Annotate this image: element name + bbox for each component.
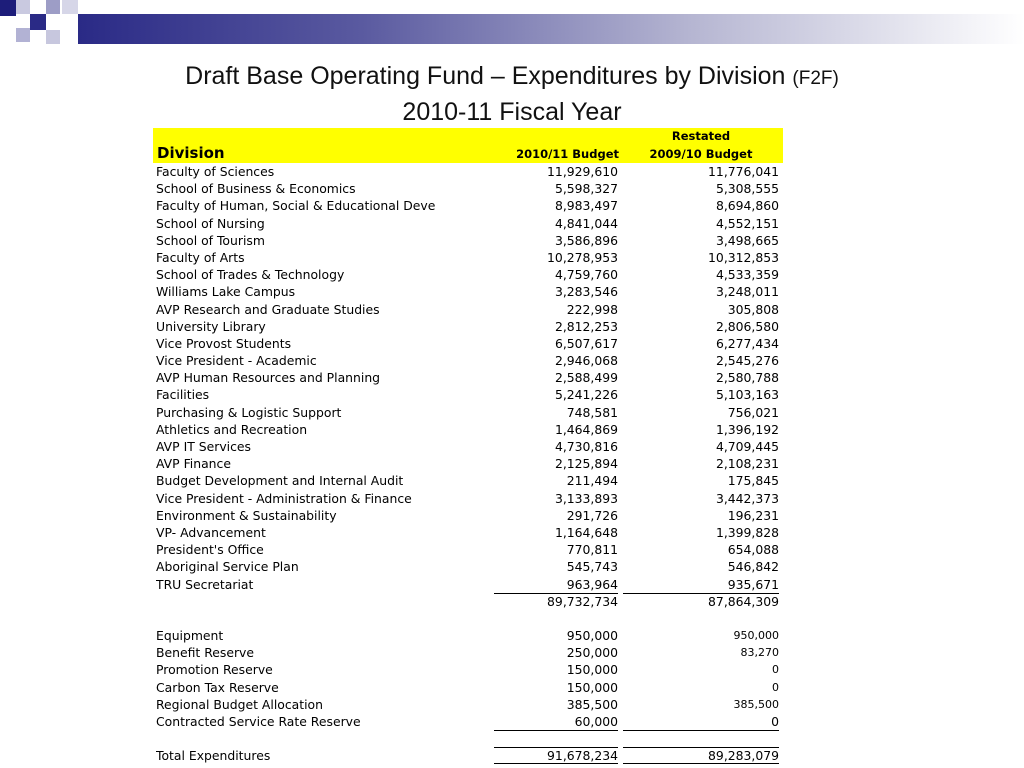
budget-2009-value: 3,442,373 [715,490,779,506]
spacer-row [153,610,783,627]
budget-2009-value: 2,545,276 [715,353,779,369]
division-name: Faculty of Human, Social & Educational Deve [156,198,436,214]
reserve-name: Regional Budget Allocation [156,696,323,712]
table-row [153,266,783,283]
budget-2010-value: 748,581 [566,404,618,420]
budget-2010-value: 211,494 [566,473,618,489]
budget-2009-value: 546,842 [727,559,779,575]
table-row [153,197,783,214]
budget-2010-value: 2,125,894 [554,456,618,472]
reserve-2010-value: 950,000 [566,628,618,644]
reserve-2009-value: 83,270 [740,646,779,660]
table-row [153,352,783,369]
budget-2010-value: 3,283,546 [554,284,618,300]
reserve-2010-value: 250,000 [566,645,618,661]
reserve-2009-value: 950,000 [733,629,779,643]
budget-2009-value: 1,399,828 [715,524,779,540]
reserve-2009-value: 0 [771,714,779,729]
budget-2010-value: 6,507,617 [554,335,618,351]
division-name: AVP Finance [156,456,231,472]
table-row [153,386,783,403]
budget-2009-value: 3,248,011 [715,284,779,300]
budget-2009-value: 2,580,788 [715,370,779,386]
decorative-banner [0,0,1024,48]
reserve-2009-value: 385,500 [733,697,779,711]
subtotal-2009-value: 87,864,309 [708,593,779,609]
division-name: Aboriginal Service Plan [156,559,299,575]
column-header-division: Division [157,144,225,162]
budget-2010-value: 1,464,869 [554,421,618,437]
decor-square-light [16,28,30,42]
division-name: Environment & Sustainability [156,507,337,523]
title-suffix: (F2F) [792,68,839,89]
table-row [153,472,783,489]
table-row [153,180,783,197]
budget-2009-value: 2,108,231 [715,456,779,472]
reserve-row [153,661,783,678]
budget-2010-value: 11,929,610 [547,164,618,179]
column-header-2009-budget: 2009/10 Budget [649,147,753,161]
budget-2009-value: 8,694,860 [715,198,779,214]
reserve-rule-2 [623,730,779,731]
page-subtitle: 2010-11 Fiscal Year [402,98,622,126]
budget-2010-value: 5,598,327 [554,181,618,197]
reserve-name: Equipment [156,628,224,644]
decor-square-dark [30,14,46,30]
reserve-name: Contracted Service Rate Reserve [156,714,361,729]
division-name: Facilities [156,387,210,403]
table-row [153,455,783,472]
table-row [153,283,783,300]
budget-2010-value: 3,586,896 [554,232,618,248]
total-row [153,747,783,764]
reserve-2009-value: 0 [772,680,779,694]
division-name: School of Nursing [156,215,265,231]
table-row [153,232,783,249]
budget-2010-value: 4,730,816 [554,439,618,454]
budget-2010-value: 5,241,226 [554,387,618,403]
reserve-2010-value: 385,500 [566,696,618,712]
total-label: Total Expenditures [156,748,271,764]
table-row [153,541,783,558]
budget-2009-value: 654,088 [727,542,779,558]
title-main: Draft Base Operating Fund – Expenditures by Division [185,62,786,90]
budget-2010-value: 10,278,953 [547,249,618,265]
budget-2009-value: 305,808 [727,301,779,317]
budget-2010-value: 770,811 [566,542,618,558]
table-row [153,438,783,455]
division-name: Purchasing & Logistic Support [156,404,342,420]
column-header-restated: Restated [671,129,731,143]
division-name: Vice Provost Students [156,335,292,351]
table-header [153,128,783,163]
budget-2009-value: 5,308,555 [715,181,779,197]
budget-2009-value: 4,533,359 [715,267,779,283]
page-title [0,62,1024,91]
decor-square-light [16,0,30,14]
budget-2010-value: 1,164,648 [554,524,618,540]
reserve-row [153,713,783,730]
reserve-row [153,644,783,661]
budget-2009-value: 1,396,192 [715,421,779,437]
budget-2010-value: 8,983,497 [554,198,618,214]
table-row [153,576,783,593]
reserve-2009-value: 0 [772,663,779,677]
table-row [153,524,783,541]
budget-2010-value: 222,998 [566,301,618,317]
division-name: AVP Human Resources and Planning [156,370,381,386]
total-bottom-rule-1 [494,763,618,764]
division-name: VP- Advancement [156,524,266,540]
budget-2009-value: 4,552,151 [715,215,779,231]
budget-2009-value: 196,231 [727,507,779,523]
budget-2009-value: 3,498,665 [715,232,779,248]
division-name: Faculty of Sciences [156,164,275,179]
decor-square-dark [0,0,16,16]
budget-2009-value: 10,312,853 [708,249,779,265]
reserve-2010-value: 150,000 [566,662,618,678]
table-row [153,507,783,524]
budget-2010-value: 963,964 [566,576,618,592]
budget-2009-value: 4,709,445 [715,439,779,454]
budget-2009-value: 6,277,434 [715,335,779,351]
total-2010-value: 91,678,234 [547,748,618,764]
table-row [153,558,783,575]
subtotal-row [153,593,783,610]
budget-2010-value: 545,743 [566,559,618,575]
reserve-row [153,679,783,696]
division-name: Vice President - Administration & Finance [156,490,412,506]
division-name: Faculty of Arts [156,249,245,265]
division-name: University Library [156,318,266,334]
banner-gradient [78,14,1024,44]
budget-2009-value: 175,845 [727,473,779,489]
budget-2010-value: 4,759,760 [554,267,618,283]
table-row [153,301,783,318]
table-row [153,335,783,352]
budget-2010-value: 291,726 [566,507,618,523]
table-row [153,318,783,335]
column-header-2010-budget: 2010/11 Budget [516,147,619,161]
division-name: Athletics and Recreation [156,421,308,437]
decor-square-light [62,0,78,14]
budget-2009-value: 935,671 [727,576,779,592]
table-row [153,369,783,386]
table-row [153,215,783,232]
table-row [153,163,783,180]
division-name: AVP IT Services [156,439,251,454]
reserve-2010-value: 150,000 [566,679,618,695]
table-row [153,249,783,266]
reserve-name: Carbon Tax Reserve [156,679,279,695]
table-row [153,404,783,421]
subtotal-2010-value: 89,732,734 [547,593,618,609]
budget-2010-value: 2,588,499 [554,370,618,386]
division-name: Budget Development and Internal Audit [156,473,404,489]
table-row [153,421,783,438]
division-name: Williams Lake Campus [156,284,296,300]
division-name: TRU Secretariat [156,576,254,592]
division-name: School of Trades & Technology [156,267,345,283]
division-name: School of Tourism [156,232,265,248]
decor-square-light [46,0,60,14]
division-name: School of Business & Economics [156,181,356,197]
total-bottom-rule-2 [623,763,779,764]
table-row [153,490,783,507]
reserve-row [153,627,783,644]
reserve-row [153,696,783,713]
reserve-name: Promotion Reserve [156,662,273,678]
spacer-row [153,730,783,747]
division-name: President's Office [156,542,264,558]
division-name: AVP Research and Graduate Studies [156,301,380,317]
reserve-name: Benefit Reserve [156,645,255,661]
budget-2009-value: 2,806,580 [715,318,779,334]
budget-2010-value: 2,812,253 [554,318,618,334]
division-name: Vice President - Academic [156,353,317,369]
budget-2010-value: 4,841,044 [554,215,618,231]
budget-2010-value: 2,946,068 [554,353,618,369]
budget-2009-value: 5,103,163 [715,387,779,403]
expenditure-table [153,128,783,765]
budget-2009-value: 756,021 [727,404,779,420]
division-rows [153,163,783,765]
budget-2009-value: 11,776,041 [708,164,779,179]
total-2009-value: 89,283,079 [708,748,779,764]
reserve-rule-1 [494,730,618,731]
budget-2010-value: 3,133,893 [554,490,618,506]
reserve-2010-value: 60,000 [574,714,618,729]
decor-square-light [46,30,60,44]
